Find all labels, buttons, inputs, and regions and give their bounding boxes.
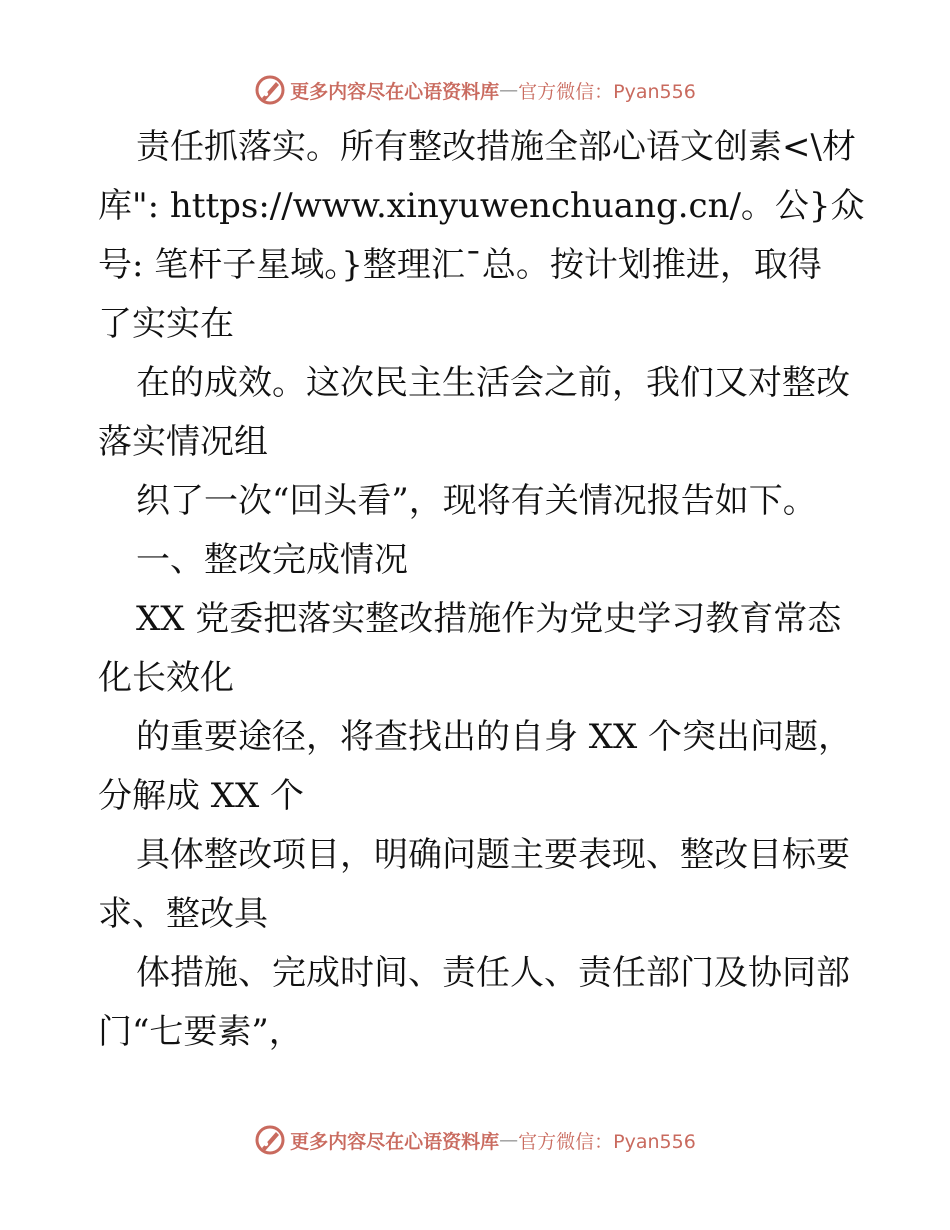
body-line: 化长效化 xyxy=(98,658,234,698)
banner-separator: — xyxy=(499,79,519,101)
banner-title: 更多内容尽在心语资料库 xyxy=(290,80,500,103)
body-line: 责任抓落实。所有整改措施全部心语文创素<\材 xyxy=(136,127,856,167)
body-line: 落实情况组 xyxy=(98,422,268,462)
document-body xyxy=(98,118,865,1062)
body-line: 门“七要素”， xyxy=(98,1012,303,1052)
body-line: XX 党委把落实整改措施作为党史学习教育常态 xyxy=(136,599,842,639)
pen-logo-icon xyxy=(254,74,286,106)
banner-wechat: 官方微信：Pyan556 xyxy=(518,1130,696,1153)
banner-title: 更多内容尽在心语资料库 xyxy=(290,1130,500,1153)
section-heading: 一、整改完成情况 xyxy=(136,540,408,580)
body-line: 求、整改具 xyxy=(98,894,268,934)
body-line: 体措施、完成时间、责任人、责任部门及协同部 xyxy=(136,953,850,993)
body-line: 在的成效。这次民主生活会之前，我们又对整改 xyxy=(136,363,850,403)
body-line: 具体整改项目，明确问题主要表现、整改目标要 xyxy=(136,835,850,875)
body-line: 织了一次“回头看”，现将有关情况报告如下。 xyxy=(136,481,817,521)
banner-wechat: 官方微信：Pyan556 xyxy=(518,80,696,103)
pen-logo-icon xyxy=(254,1124,286,1156)
header-banner xyxy=(0,70,950,110)
body-line: 库": https://www.xinyuwenchuang.cn/。公}众 xyxy=(98,186,865,226)
body-line: 的重要途径，将查找出的自身 XX 个突出问题， xyxy=(136,717,853,757)
body-line: 了实实在 xyxy=(98,304,234,344)
banner-separator: — xyxy=(499,1129,519,1151)
body-line: 号: 笔杆子星域。}整理汇¯总。按计划推进，取得 xyxy=(98,245,822,285)
body-line: 分解成 XX 个 xyxy=(98,776,305,816)
footer-banner xyxy=(0,1120,950,1160)
